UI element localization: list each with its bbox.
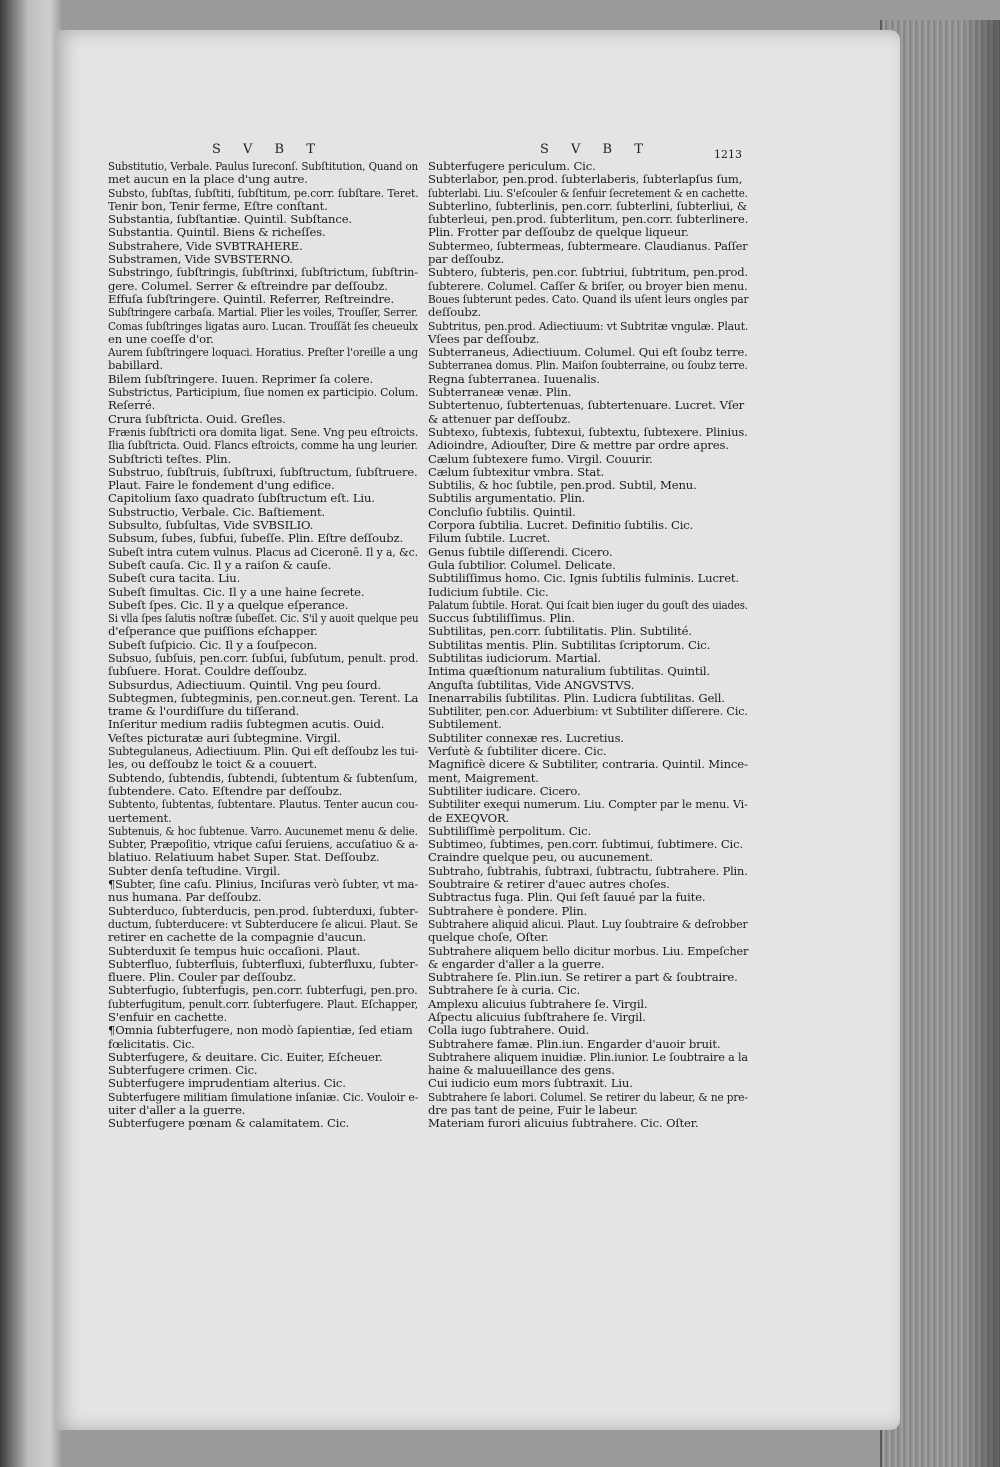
entry-line: Subterfugere, & deuitare. Cic. Euiter, Eſcheuer. <box>108 1049 383 1064</box>
entry-line: Plaut. Faire le fondement d'ung edifice. <box>108 478 335 493</box>
entry-line: les, ou deſſoubz le toict & a couuert. <box>108 757 318 772</box>
entry-line: gere. Columel. Serrer & eſtreindre par deſſoubz. <box>108 278 388 293</box>
entry-line: babillard. <box>108 358 163 373</box>
entry-line: Concluſio ſubtilis. Quintil. <box>428 504 576 519</box>
entry-line: Aurem ſubſtringere loquaci. Horatius. Preſter l'oreille a ung <box>108 345 418 360</box>
entry-line: Adioindre, Adiouſter, Dire & mettre par ordre apres. <box>428 438 729 453</box>
entry-line: Subtermeo, ſubtermeas, ſubtermeare. Claudianus. Paſſer <box>428 238 748 253</box>
entry-line: Regna ſubterranea. Iuuenalis. <box>428 371 600 386</box>
entry-line: ſubſuere. Horat. Couldre deſſoubz. <box>108 664 308 679</box>
entry-line: Si vlla ſpes ſalutis noſtræ ſubeſſet. Cic. S'il y auoit quelque peu <box>108 611 419 626</box>
entry-line: Colla iugo ſubtrahere. Ouid. <box>428 1023 590 1038</box>
entry-line: Subtrahere aliquem inuidiæ. Plin.iunior. Le ſoubtraire a la <box>428 1049 748 1064</box>
entry-line: Cælum ſubtexere fumo. Virgil. Couurir. <box>428 451 653 466</box>
entry-line: Subtrahere è pondere. Plin. <box>428 903 588 918</box>
entry-line: Subsuo, ſubſuis, pen.corr. ſubſui, ſubſutum, penult. prod. <box>108 650 419 665</box>
entry-line: Effuſa ſubſtringere. Quintil. Referrer, Reſtreindre. <box>108 291 395 306</box>
entry-line: Subterlabor, pen.prod. ſubterlaberis, ſubterlapſus ſum, <box>428 172 743 187</box>
entry-line: retirer en cachette de la compagnie d'aucun. <box>108 930 367 945</box>
entry-line: Substitutio, Verbale. Paulus Iureconſ. Subſtitution, Quand on <box>108 159 419 173</box>
entry-line: dre pas tant de peine, Fuir le labeur. <box>428 1103 638 1118</box>
entry-line: Substrictus, Participium, ſiue nomen ex participio. Colum. <box>108 385 419 400</box>
entry-line: Subtrahere ſe. Plin.iun. Se retirer a part & ſoubtraire. <box>428 970 738 985</box>
entry-line: Subtiliter connexæ res. Lucretius. <box>428 730 624 745</box>
entry-line: fœlicitatis. Cic. <box>108 1036 195 1051</box>
entry-line: Filum ſubtile. Lucret. <box>428 531 551 546</box>
running-head-right: S V B T <box>540 142 652 157</box>
entry-line: Substrahere, Vide SVBTRAHERE. <box>108 238 303 253</box>
entry-line: Subtilement. <box>428 717 502 732</box>
entry-line: Subsum, ſubes, ſubfui, ſubeſſe. Plin. Eſtre deſſoubz. <box>108 531 403 546</box>
running-head-left: S V B T <box>212 142 324 157</box>
entry-line: Plin. Frotter par deſſoubz de quelque liqueur. <box>428 225 689 240</box>
entry-line: Subtenuis, & hoc ſubtenue. Varro. Aucunemet menu & delie. <box>108 823 418 838</box>
entry-line: Ilia ſubſtricta. Ouid. Flancs eſtroicts, comme ha ung leurier. <box>108 438 418 453</box>
entry-line: Subterduxit ſe tempus huic occaſioni. Plaut. <box>108 943 361 958</box>
entry-line: Subeſt ſpes. Cic. Il y a quelque eſperance. <box>108 597 349 612</box>
entry-line: fluere. Plin. Couler par deſſoubz. <box>108 970 297 985</box>
entry-line: Subsurdus, Adiectiuum. Quintil. Vng peu ſourd. <box>108 677 381 692</box>
entry-line: S'enfuir en cachette. <box>108 1010 228 1024</box>
left-column <box>108 160 418 1131</box>
entry-line: ¶Subter, ſine caſu. Plinius, Inciſuras verò ſubter, vt ma- <box>108 877 419 892</box>
entry-line: Subtiliter iudicare. Cicero. <box>428 783 581 798</box>
entry-line: Subterraneæ venæ. Plin. <box>428 385 572 400</box>
entry-line: Subeſt cauſa. Cic. Il y a raiſon & cauſe. <box>108 557 332 572</box>
entry-line: ſubterleui, pen.prod. ſubterlitum, pen.corr. ſubterlinere. <box>428 212 749 227</box>
entry-line: en une coeſſe d'or. <box>108 331 214 346</box>
entry-line: Subtexo, ſubtexis, ſubtexui, ſubtextu, ſubtexere. Plinius. <box>428 424 748 439</box>
entry-line: ¶Omnia ſubterfugere, non modò ſapientiæ, ſed etiam <box>108 1023 413 1038</box>
entry-line: par deſſoubz. <box>428 252 505 267</box>
entry-line: ſubterfugitum, penult.corr. ſubterfugere. Plaut. Eſchapper, <box>108 996 418 1011</box>
entry-line: Subtero, ſubteris, pen.cor. ſubtriui, ſubtritum, pen.prod. <box>428 265 749 280</box>
entry-line: Subterlino, ſubterlinis, pen.corr. ſubterlini, ſubterliui, & <box>428 198 748 213</box>
entry-line: Subter denſa teſtudine. Virgil. <box>108 863 281 878</box>
entry-line: Corpora ſubtilia. Lucret. Definitio ſubtilis. Cic. <box>428 518 694 533</box>
entry-line: Cui iudicio eum mors ſubtraxit. Liu. <box>428 1076 633 1091</box>
entry-line: Subtiliſſimus homo. Cic. Ignis ſubtilis fulminis. Lucret. <box>428 571 739 586</box>
entry-line: uiter d'aller a la guerre. <box>108 1103 246 1118</box>
entry-line: Magnificè dicere & Subtiliter, contraria. Quintil. Mince- <box>428 757 748 772</box>
entry-line: ductum, ſubterducere: vt Subterducere ſe alicui. Plaut. Se <box>108 916 418 931</box>
entry-line: haine & maluueillance des gens. <box>428 1063 615 1078</box>
left-page-edge <box>0 0 62 1467</box>
entry-line: Subsulto, ſubſultas, Vide SVBSILIO. <box>108 518 314 533</box>
entry-line: Subtiliſſimè perpolitum. Cic. <box>428 823 591 838</box>
entry-line: Substo, ſubſtas, ſubſtiti, ſubſtitum, pe.corr. ſubſtare. Teret. <box>108 185 419 200</box>
entry-line: Materiam furori alicuius ſubtrahere. Cic. Oſter. <box>428 1116 699 1131</box>
entry-line: Subeſt ſimultas. Cic. Il y a une haine ſecrete. <box>108 584 365 599</box>
entry-line: Subeſt ſuſpicio. Cic. Il y a ſouſpecon. <box>108 637 318 652</box>
entry-line: Subſtricti teſtes. Plin. <box>108 451 231 466</box>
entry-line: Subtractus fuga. Plin. Qui ſeſt ſauué par la fuite. <box>428 890 706 905</box>
entry-line: & attenuer par deſſoubz. <box>428 411 571 426</box>
entry-line: Veſtes picturatæ auri ſubtegmine. Virgil. <box>108 730 341 745</box>
entry-line: Subterfugere crimen. Cic. <box>108 1063 258 1078</box>
entry-line: Craindre quelque peu, ou aucunement. <box>428 850 654 865</box>
entry-line: Subter, Præpoſitio, vtrique caſui ſeruiens, accuſatiuo & a- <box>108 837 419 852</box>
entry-line: Anguſta ſubtilitas, Vide ANGVSTVS. <box>428 677 635 692</box>
entry-line: Subtendo, ſubtendis, ſubtendi, ſubtentum & ſubtenſum, <box>108 770 418 785</box>
entry-line: ſubterere. Columel. Caſſer & briſer, ou broyer bien menu. <box>428 278 748 293</box>
entry-line: uertement. <box>108 810 172 825</box>
entry-line: Subtertenuo, ſubtertenuas, ſubtertenuare. Lucret. Vſer <box>428 398 745 413</box>
entry-line: Subtilitas mentis. Plin. Subtilitas ſcriptorum. Cic. <box>428 637 711 652</box>
entry-line: Subtrahere ſe à curia. Cic. <box>428 983 580 998</box>
entry-line: Vſees par deſſoubz. <box>428 331 540 346</box>
entry-line: Subterfugio, ſubterfugis, pen.corr. ſubterfugi, pen.pro. <box>108 983 418 998</box>
entry-line: Gula ſubtilior. Columel. Delicate. <box>428 557 616 572</box>
entry-line: Subterfugere militiam ſimulatione inſaniæ. Cic. Vouloir e- <box>108 1089 419 1104</box>
entry-line: Substruo, ſubſtruis, ſubſtruxi, ſubſtructum, ſubſtruere. <box>108 464 418 479</box>
entry-line: Subtrahere famæ. Plin.iun. Engarder d'auoir bruit. <box>428 1036 721 1051</box>
entry-line: Succus ſubtiliſſimus. Plin. <box>428 611 575 626</box>
entry-line: Subſtringere carbaſa. Martial. Plier les voiles, Trouſſer, Serrer. <box>108 305 418 320</box>
entry-line: Subterraneus, Adiectiuum. Columel. Qui eſt ſoubz terre. <box>428 345 748 360</box>
entry-line: Subtritus, pen.prod. Adiectiuum: vt Subtritæ vngulæ. Plaut. <box>428 318 749 333</box>
entry-line: Subtrahere aliquem bello dicitur morbus. Liu. Empeſcher <box>428 943 749 958</box>
entry-line: ſubterlabi. Liu. S'eſcouler & ſenfuir ſecretement & en cachette. <box>428 185 748 200</box>
page-number: 1213 <box>714 148 742 161</box>
entry-line: Inſeritur medium radiis ſubtegmen acutis. Ouid. <box>108 717 385 732</box>
entry-line: ment, Maigrement. <box>428 770 539 785</box>
entry-line: Soubtraire & retirer d'auec autres choſes. <box>428 877 670 892</box>
entry-line: Subtilitas iudiciorum. Martial. <box>428 650 602 665</box>
entry-line: Subterfugere imprudentiam alterius. Cic. <box>108 1076 346 1091</box>
right-column <box>428 160 748 1131</box>
entry-line: Subeſt cura tacita. Liu. <box>108 571 241 586</box>
entry-line: nus humana. Par deſſoubz. <box>108 890 262 905</box>
entry-line: Palatum ſubtile. Horat. Qui ſcait bien iuger du gouſt des uiades. <box>428 597 748 612</box>
entry-line: Subtiliter exequi numerum. Liu. Compter par le menu. Vi- <box>428 797 748 812</box>
entry-line: Subeſt intra cutem vulnus. Placus ad Ciceronē. Il y a, &c. <box>108 544 418 559</box>
entry-line: Tenir bon, Tenir ferme, Eſtre conſtant. <box>108 198 328 213</box>
entry-line: Intima quæſtionum naturalium ſubtilitas. Quintil. <box>428 664 710 679</box>
entry-line: Substringo, ſubſtringis, ſubſtrinxi, ſubſtrictum, ſubſtrin- <box>108 265 418 280</box>
entry-line: Capitolium ſaxo quadrato ſubſtructum eſt. Liu. <box>108 491 375 506</box>
entry-line: Subtiliter, pen.cor. Aduerbium: vt Subtiliter diſſerere. Cic. <box>428 704 748 719</box>
entry-line: Subterfluo, ſubterfluis, ſubterfluxi, ſubterfluxu, ſubter- <box>108 956 419 971</box>
entry-line: Reſerré. <box>108 398 156 413</box>
entry-line: Subterranea domus. Plin. Maiſon ſoubterraine, ou ſoubz terre. <box>428 358 748 373</box>
entry-line: Subtilis, & hoc ſubtile, pen.prod. Subtil, Menu. <box>428 478 697 493</box>
entry-line: Subtrahere aliquid alicui. Plaut. Luy ſoubtraire & deſrobber <box>428 916 748 931</box>
entry-line: Subtrahere ſe labori. Columel. Se retirer du labeur, & ne pre- <box>428 1089 748 1104</box>
entry-line: Subtimeo, ſubtimes, pen.corr. ſubtimui, ſubtimere. Cic. <box>428 837 743 852</box>
entry-line: Cælum ſubtexitur vmbra. Stat. <box>428 464 605 479</box>
entry-line: Aſpectu alicuius ſubſtrahere ſe. Virgil. <box>428 1010 646 1024</box>
entry-line: Subterfugere periculum. Cic. <box>428 159 596 173</box>
entry-line: Substantia, ſubſtantiæ. Quintil. Subſtance. <box>108 212 352 227</box>
entry-line: Subtento, ſubtentas, ſubtentare. Plautus. Tenter aucun cou- <box>108 797 419 812</box>
entry-line: quelque choſe, Oſter. <box>428 930 549 945</box>
entry-line: Subtegmen, ſubtegminis, pen.cor.neut.gen. Terent. La <box>108 690 419 705</box>
entry-line: Genus ſubtile diſſerendi. Cicero. <box>428 544 613 559</box>
entry-line: Subterfugere pœnam & calamitatem. Cic. <box>108 1116 350 1131</box>
entry-line: Subtegulaneus, Adiectiuum. Plin. Qui eſt deſſoubz les tui- <box>108 744 419 759</box>
entry-line: Crura ſubſtricta. Ouid. Greſles. <box>108 411 286 426</box>
entry-line: Iudicium ſubtile. Cic. <box>428 584 549 599</box>
entry-line: blatiuo. Relatiuum habet Super. Stat. Deſſoubz. <box>108 850 380 865</box>
entry-line: Subterduco, ſubterducis, pen.prod. ſubterduxi, ſubter- <box>108 903 419 918</box>
entry-line: & engarder d'aller a la guerre. <box>428 956 605 971</box>
entry-line: d'eſperance que puiſſions eſchapper. <box>108 624 318 639</box>
entry-line: Comas ſubſtringes ligatas auro. Lucan. Trouſſăt ſes cheueulx <box>108 318 418 333</box>
entry-line: Frænis ſubſtricti ora domita ligat. Sene. Vng peu eſtroicts. <box>108 424 419 439</box>
entry-line: Amplexu alicuius ſubtrahere ſe. Virgil. <box>428 996 648 1011</box>
entry-line: ſubtendere. Cato. Eſtendre par deſſoubz. <box>108 783 343 798</box>
entry-line: Boues ſubterunt pedes. Cato. Quand ils uſent leurs ongles par <box>428 291 749 306</box>
entry-line: Subtraho, ſubtrahis, ſubtraxi, ſubtractu, ſubtrahere. Plin. <box>428 863 748 878</box>
entry-line: Substramen, Vide SVBSTERNO. <box>108 252 293 267</box>
entry-line: Substantia. Quintil. Biens & richeſſes. <box>108 225 326 240</box>
entry-line: Subtilitas, pen.corr. ſubtilitatis. Plin. Subtilité. <box>428 624 692 639</box>
entry-line: Bilem ſubſtringere. Iuuen. Reprimer ſa colere. <box>108 371 374 386</box>
entry-line: Subtilis argumentatio. Plin. <box>428 491 586 506</box>
entry-line: deſſoubz. <box>428 305 482 320</box>
entry-line: trame & l'ourdiſſure du tiſſerand. <box>108 704 300 719</box>
entry-line: Verſutè & ſubtiliter dicere. Cic. <box>428 744 607 759</box>
entry-line: met aucun en la place d'ung autre. <box>108 172 308 187</box>
entry-line: Inenarrabilis ſubtilitas. Plin. Ludicra ſubtilitas. Gell. <box>428 690 725 705</box>
entry-line: Substructio, Verbale. Cic. Baſtiement. <box>108 504 326 519</box>
entry-line: de EXEQVOR. <box>428 810 510 825</box>
